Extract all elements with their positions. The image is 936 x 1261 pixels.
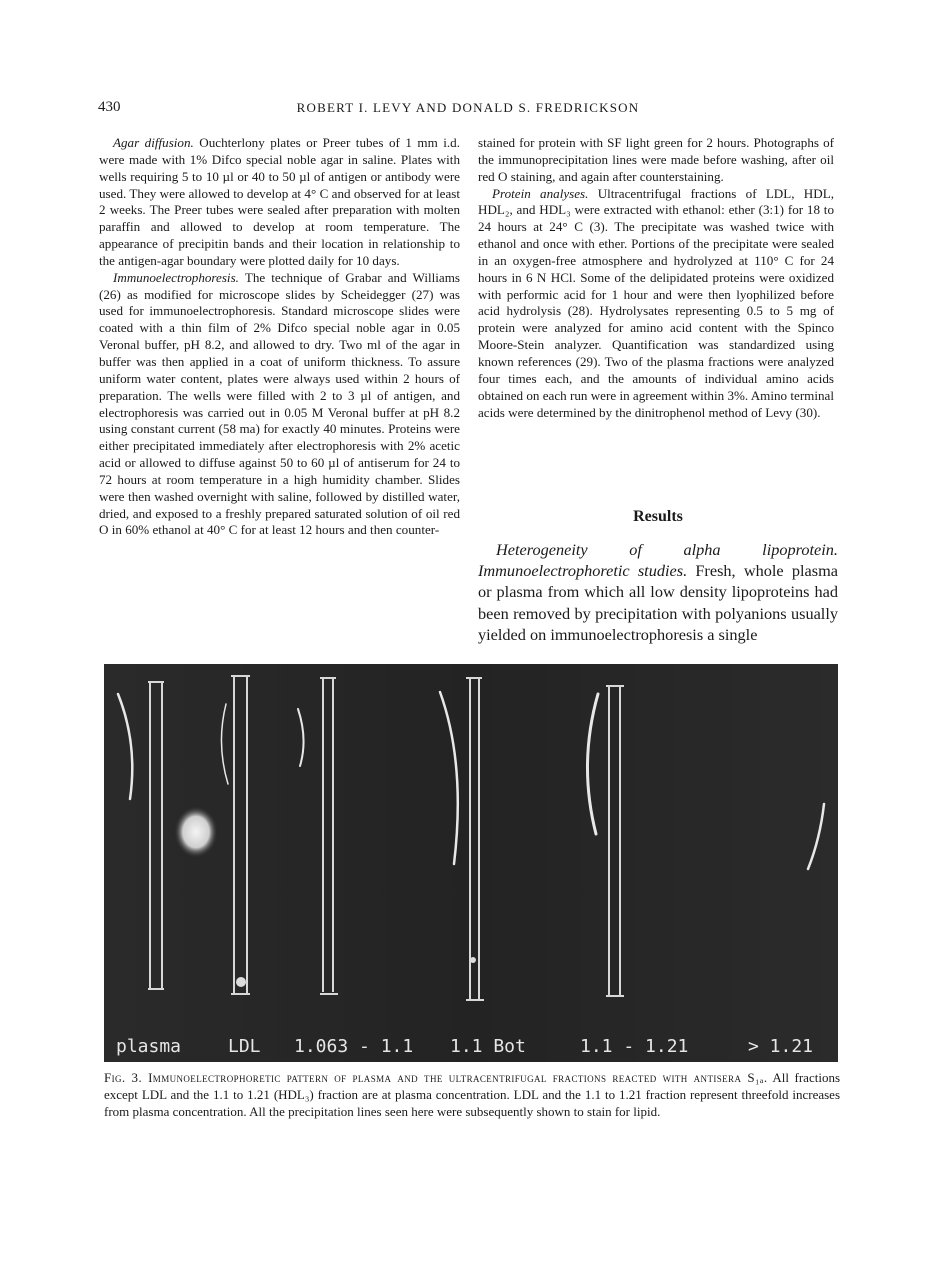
agar-diffusion-heading: Agar diffusion. <box>113 135 194 150</box>
agar-diffusion-paragraph <box>99 135 460 270</box>
immunoelectrophoresis-text: The technique of Grabar and Williams (26) as modified for microscope slides by Scheidegger (27) was used for immunoelectrophoresis. Standard microscope slides were coated with a thin film of 2% Difco special noble agar in 0.05 Veronal buffer, pH 8.2, and allowed to dry. Two ml of the agar in buffer was then applied in a coat of uniform thickness. To assure uniform water content, plates were always used within 2 hours of preparation. The wells were filled with 2 to 3 µl of antigen, and electrophoresis was carried out in 0.05 M Veronal buffer at pH 8.2 using constant current (58 ma) for exactly 40 minutes. Proteins were either precipitated immediately after electrophoresis with 2% acetic acid or allowed to diffuse against 50 to 60 µl of antiserum for 24 to 72 hours at room temperature in a high humidity chamber. Slides were then washed overnight with saline, followed by distilled water, dried, and exposed to a freshly prepared saturated solution of oil red O in 60% ethanol at 40° C for at least 12 hours and then counter- <box>99 269 460 538</box>
plasma-well-spot <box>174 806 218 858</box>
immunoelectrophoresis-image <box>104 664 838 1062</box>
immunoelectrophoresis-paragraph <box>99 270 460 540</box>
results-text: Fresh, whole plasma or plasma from which all low density lipoproteins had been removed by precipitation with polyanions usually yielded on immunoelectrophoresis a single <box>478 561 838 644</box>
results-body <box>478 539 838 645</box>
right-column <box>478 135 834 421</box>
running-head: ROBERT I. LEVY AND DONALD S. FREDRICKSON <box>296 100 640 115</box>
figure-3-photo <box>104 664 838 1062</box>
results-paragraph <box>478 539 838 645</box>
page-number: 430 <box>98 99 121 115</box>
results-heading: Results <box>633 508 683 525</box>
immunoelectrophoresis-heading: Immunoelectrophoresis. <box>113 269 239 285</box>
label-plasma: plasma <box>116 1036 182 1057</box>
agar-diffusion-text: Ouchterlony plates or Preer tubes of 1 mm i.d. were made with 1% Difco special noble agar in saline. Plates with wells requiring 5 to 10 µl or 40 to 50 µl of antigen or antibody were used. They were allowed to develop at 4° C and observed for at least 2 weeks. The Preer tubes were sealed after preparation with molten paraffin and allowed to develop at room temperature. The appearance of precipitin bands and their location in relationship to the antigen-agar boundary were plotted daily for 10 days. <box>99 135 460 268</box>
caption-title: Immunoelectrophoretic pattern of plasma and the ultracentrifugal fractions reacted with antisera S₁ₐ. <box>142 1070 768 1085</box>
ldl-well <box>236 977 246 987</box>
protein-analyses-text: Ultracentrifugal fractions of LDL, HDL, HDL₂, and HDL₃ were extracted with ethanol: ether (3:1) for 18 to 24 hours at 24° C (3). The precipitate was washed twice with ethanol and once with ether. Portions of the precipitate were sealed in an oxygen-free atmosphere and hydrolyzed at 110° C for 24 hours in 6 N HCl. Some of the delipidated proteins were oxidized with performic acid for 1 hour and were then lyophilized before acid hydrolysis (28). Hydrolysates representing 0.5 to 5 mg of protein were analyzed for amino acid content with the Spinco Moore-Stein analyzer. Quantification was standardized using known references (29). Two of the plasma fractions were analyzed four times each, and the amounts of individual amino acids obtained on each run were in agreement within 3%. Amino terminal acids were determined by the dinitrophenol method of Levy (30). <box>478 185 834 420</box>
label-gt-121: > 1.21 <box>748 1036 814 1057</box>
protein-analyses-paragraph <box>478 186 834 422</box>
caption-label: Fig. 3. <box>104 1070 143 1085</box>
label-11-121: 1.1 - 1.21 <box>580 1036 689 1057</box>
protein-analyses-heading: Protein analyses. <box>492 185 589 201</box>
continuation-paragraph: stained for protein with SF light green for 2 hours. Photographs of the immunoprecipitation lines were made before washing, after oil red O staining, and again after counterstaining. <box>478 135 834 184</box>
caption-text: All fractions except LDL and the 1.1 to 1.21 (HDL₃) fraction are at plasma concentration. LDL and the 1.1 to 1.21 fraction represent threefold increases from plasma concentration. All the precipitation lines seen here were subsequently shown to stain for lipid. <box>104 1070 840 1119</box>
left-column <box>99 135 460 539</box>
heterogeneity-heading: Heterogeneity of alpha lipoprotein. Immunoelectrophoretic studies. <box>478 540 838 581</box>
figure-labels <box>104 1032 838 1062</box>
bot-well <box>470 957 476 963</box>
label-ldl: LDL <box>228 1036 261 1057</box>
figure-caption <box>104 1069 840 1120</box>
label-1063-11: 1.063 - 1.1 <box>294 1036 414 1057</box>
label-11-bot: 1.1 Bot <box>450 1036 526 1057</box>
